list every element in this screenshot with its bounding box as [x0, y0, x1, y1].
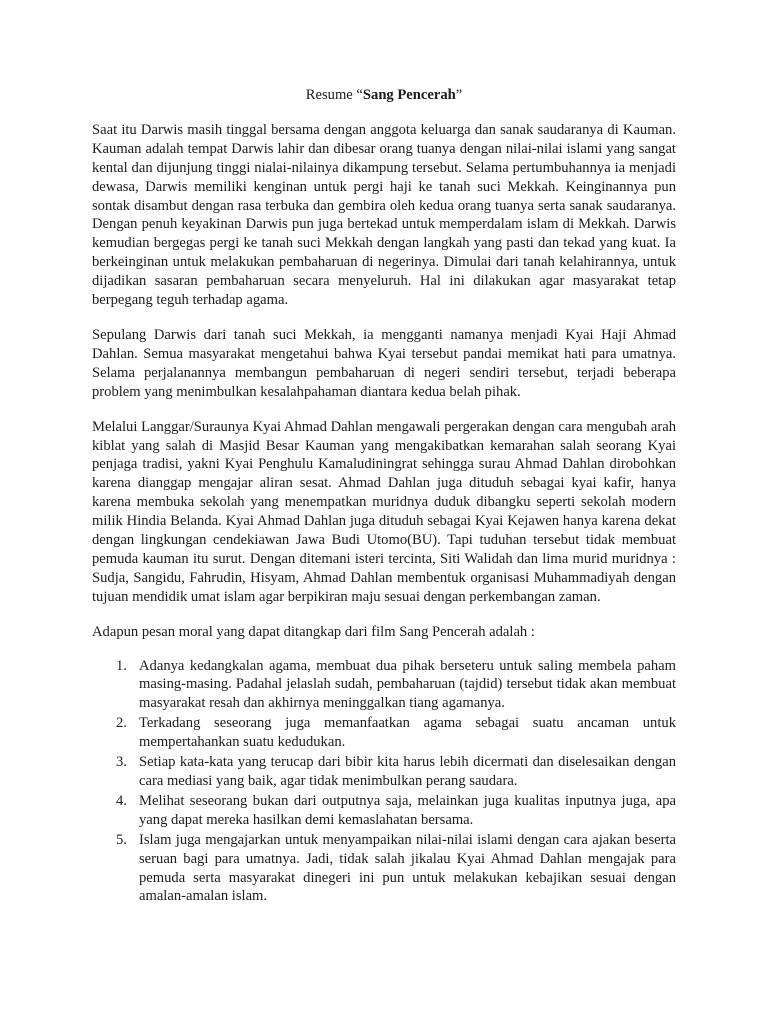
list-text: Melihat seseorang bukan dari outputnya saja, melainkan juga kualitas inputnya juga, apa yang dapat mereka hasilkan demi kemaslahatan bersama.	[139, 792, 676, 828]
list-item	[92, 792, 676, 830]
moral-list	[92, 657, 676, 907]
list-text: Islam juga mengajarkan untuk menyampaikan nilai-nilai islami dengan cara ajakan beserta seruan bagi para umatnya. Jadi, tidak salah jikalau Kyai Ahmad Dahlan mengajak para pemuda serta masyarakat dinegeri ini pun untuk melakukan kebajikan sesuai dengan amalan-amalan islam.	[139, 831, 676, 905]
list-item	[92, 657, 676, 714]
list-text: Setiap kata-kata yang terucap dari bibir kita harus lebih dicermati dan diselesaikan dengan cara mediasi yang baik, agar tidak menimbulkan perang saudara.	[139, 754, 676, 789]
document-title	[92, 86, 676, 105]
list-number: 5.	[116, 831, 127, 848]
paragraph: Saat itu Darwis masih tinggal bersama dengan anggota keluarga dan sanak saudaranya di Kauman. Kauman adalah tempat Darwis lahir dan dibesar orang tuanya dengan nilai-nilai islami yang sangat kental dan dijunjung tinggi nialai-nilainya dikampung tersebut. Selama pertumbuhannya ia menjadi dewasa, Darwis memiliki kenginan untuk pergi haji ke tanah suci Mekkah. Keinginannya pun sontak disambut dengan rasa terbuka dan gembira oleh kedua orang tuanya serta sanak saudaranya. Dengan penuh keyakinan Darwis pun juga bertekad untuk memperdalam islam di Mekkah. Darwis kemudian bergegas pergi ke tanah suci Mekkah dengan langkah yang pasti dan tekad yang kuat. Ia berkeinginan untuk melakukan pembaharuan di negerinya. Dimulai dari tanah kelahirannya, untuk dijadikan sasaran pembaharuan secara menyeluruh. Hal ini dilakukan agar masyarakat tetap berpegang teguh terhadap agama.	[92, 121, 676, 309]
list-item	[92, 831, 676, 907]
list-intro: Adapun pesan moral yang dapat ditangkap dari film Sang Pencerah adalah :	[92, 623, 535, 640]
list-text: Adanya kedangkalan agama, membuat dua pihak berseteru untuk saling membela paham masing-masing. Padahal jelaslah sudah, pembaharuan (tajdid) tersebut tidak akan membuat masyarakat resah dan akhirnya meninggalkan tiang agamanya.	[139, 657, 676, 712]
list-item	[92, 714, 676, 752]
paragraph: Sepulang Darwis dari tanah suci Mekkah, ia mengganti namanya menjadi Kyai Haji Ahmad Dahlan. Semua masyarakat mengetahui bahwa Kyai tersebut pandai memikat hati para umatnya. Selama perjalanannya membangun pembaharuan di negeri sendiri tersebut, terjadi beberapa problem yang menimbulkan kesalahpahaman diantara kedua belah pihak.	[92, 326, 676, 400]
list-item	[92, 753, 676, 791]
title-prefix: Resume “	[305, 87, 363, 103]
list-number: 2.	[116, 715, 127, 732]
document-page	[92, 86, 676, 907]
list-number: 4.	[116, 792, 127, 809]
list-text: Terkadang seseorang juga memanfaatkan agama sebagai suatu ancaman untuk mempertahankan suatu kedudukan.	[139, 715, 676, 751]
title-suffix: ”	[455, 87, 463, 103]
paragraph: Melalui Langgar/Suraunya Kyai Ahmad Dahlan mengawali pergerakan dengan cara mengubah arah kiblat yang salah di Masjid Besar Kauman yang mengakibatkan kemarahan salah seorang Kyai penjaga tradisi, yakni Kyai Penghulu Kamaludiningrat sehingga surau Ahmad Dahlan dirobohkan karena dianggap mengajar aliran sesat. Ahmad Dahlan juga dituduh sebagai kyai kafir, hanya karena membuka sekolah yang menempatkan muridnya duduk dibangku seperti sekolah modern milik Hindia Belanda. Kyai Ahmad Dahlan juga dituduh sebagai Kyai Kejawen hanya karena dekat dengan lingkungan cendekiawan Jawa Budi Utomo(BU). Tapi tuduhan tersebut tidak membuat pemuda kauman itu surut. Dengan ditemani isteri tercinta, Siti Walidah dan lima murid muridnya : Sudja, Sangidu, Fahrudin, Hisyam, Ahmad Dahlan membentuk organisasi Muhammadiyah dengan tujuan mendidik umat islam agar berpikiran maju sesuai dengan perkembangan zaman.	[92, 418, 676, 605]
list-number: 1.	[116, 657, 127, 674]
title-bold: Sang Pencerah	[362, 87, 456, 103]
list-number: 3.	[116, 754, 127, 771]
